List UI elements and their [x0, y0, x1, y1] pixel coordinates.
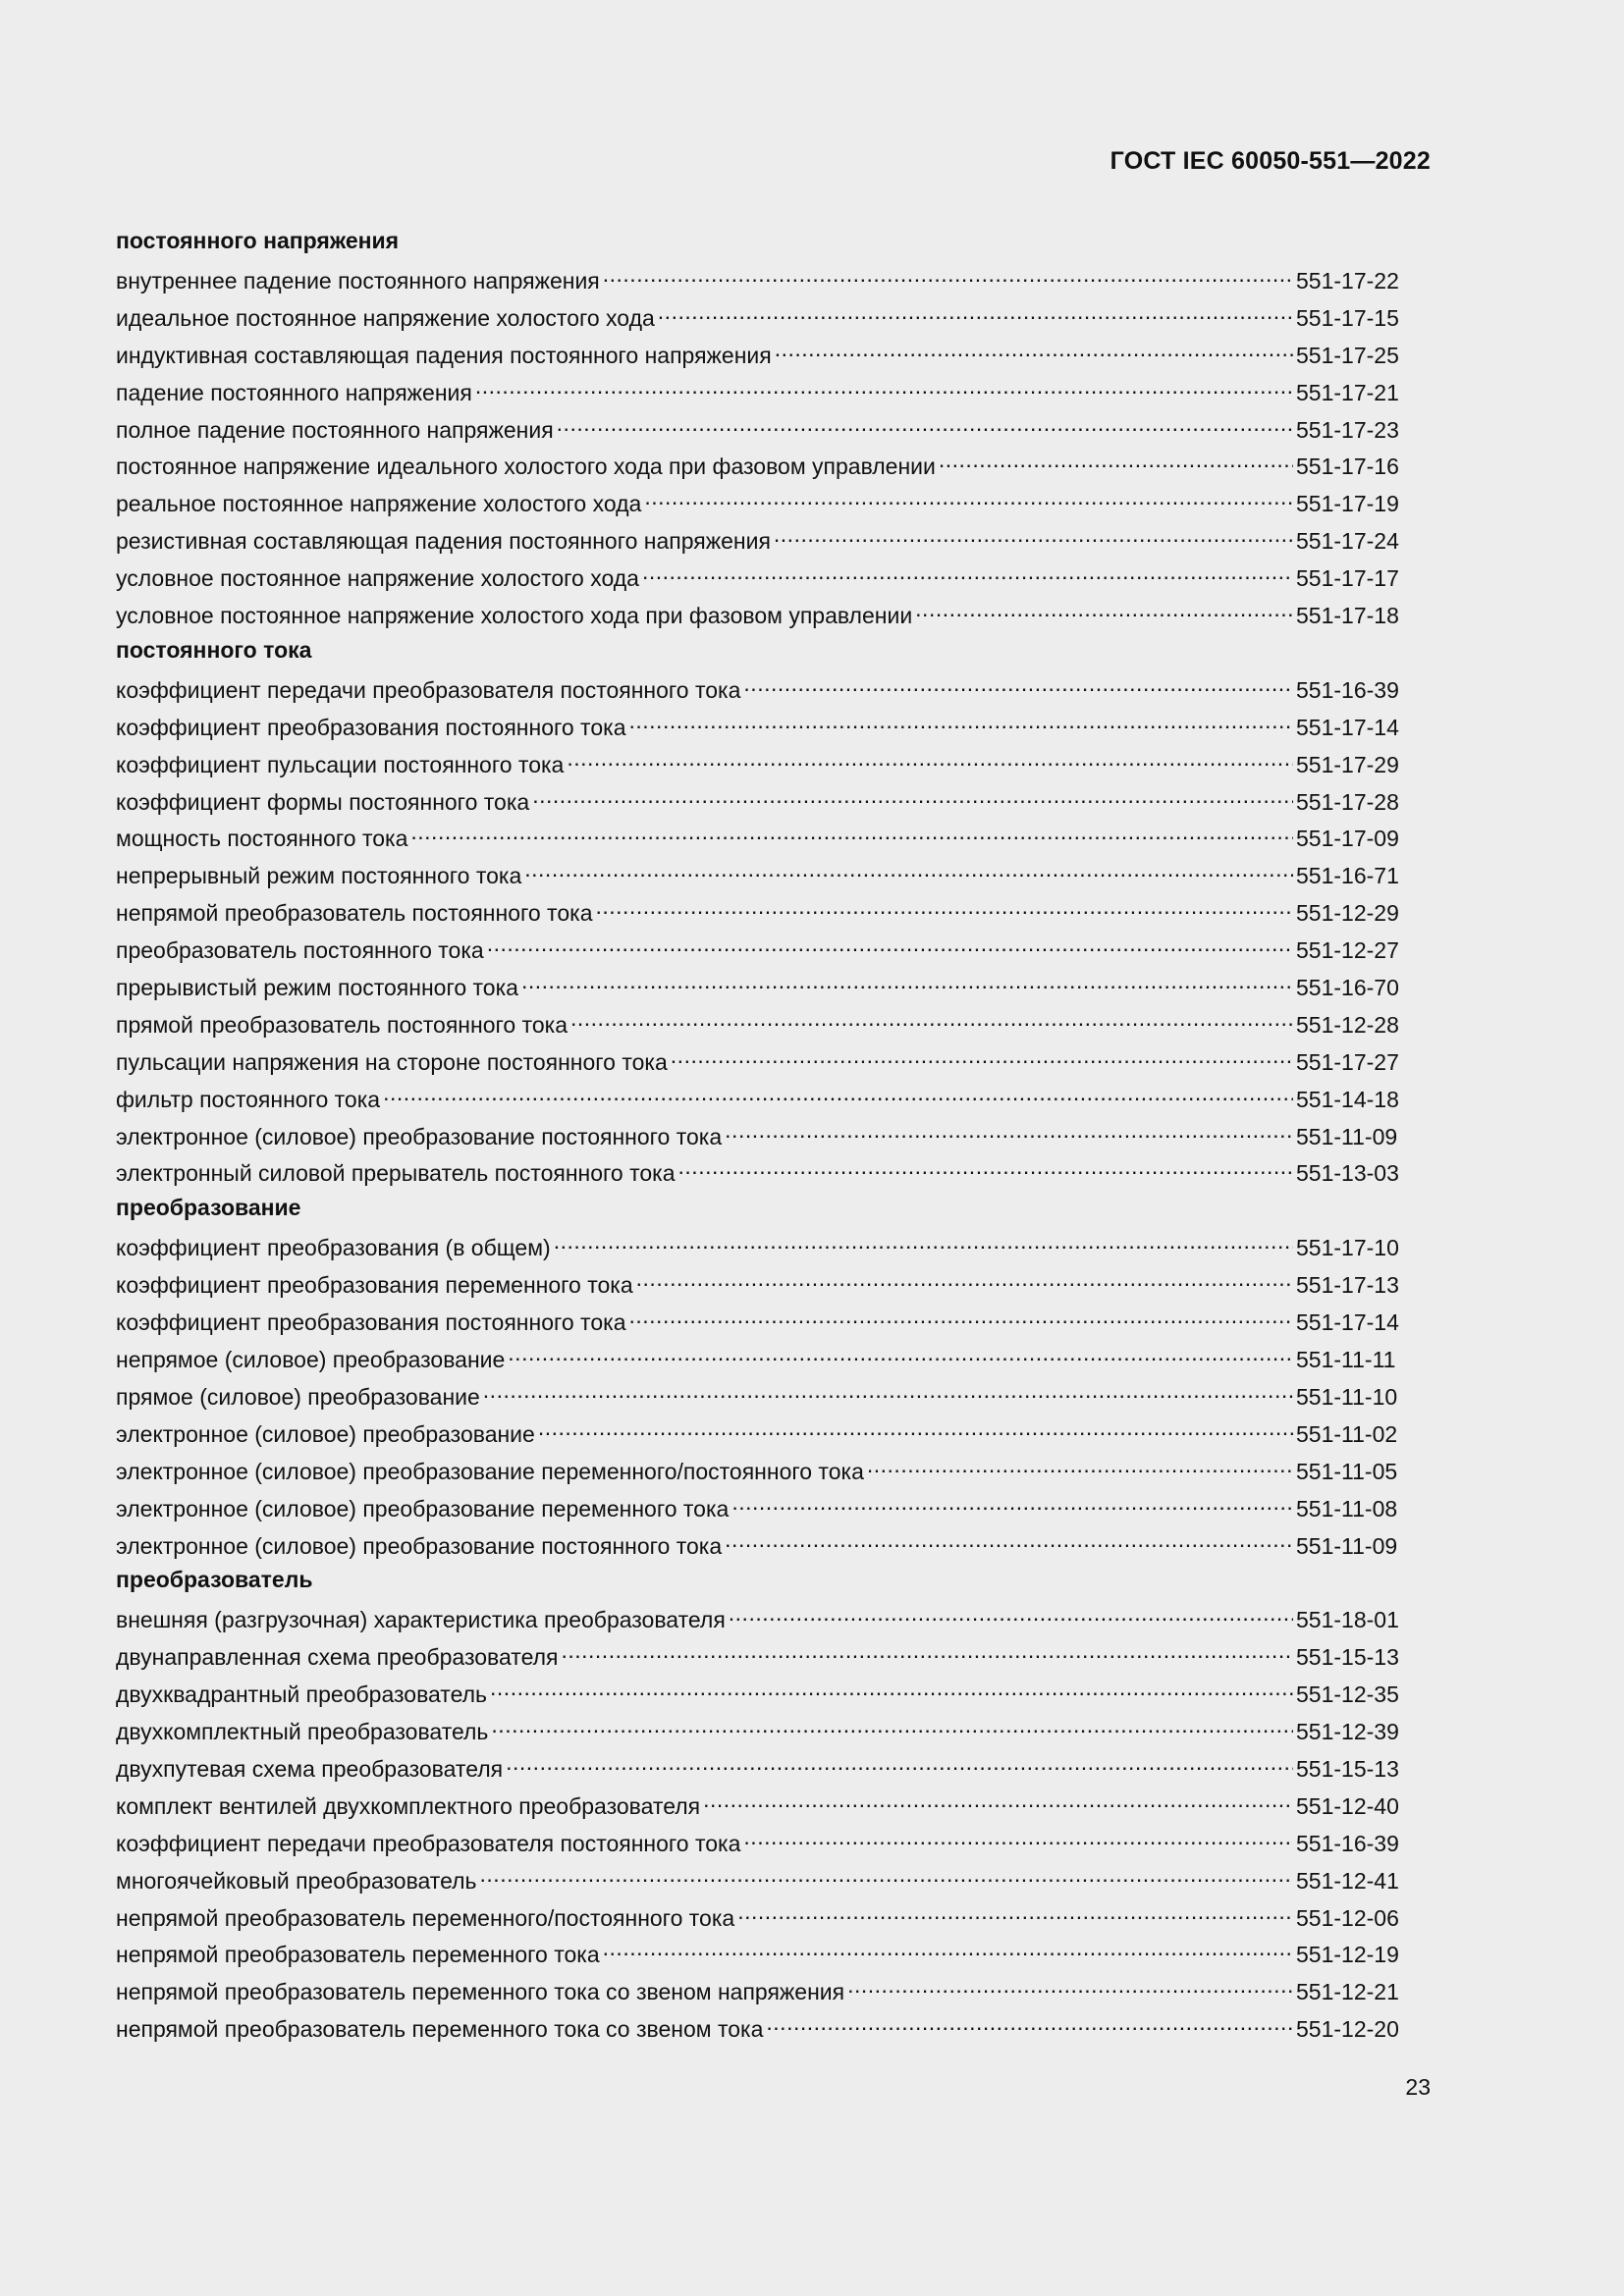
index-section-heading: постоянного тока	[116, 636, 312, 663]
index-entry	[116, 1301, 1412, 1338]
index-entry-term: двухпутевая схема преобразователя	[116, 1755, 504, 1782]
index-entry-term: коэффициент передачи преобразователя постоянного тока	[116, 676, 741, 703]
dot-leader	[703, 1785, 1293, 1814]
dot-leader	[642, 557, 1293, 586]
dot-leader	[636, 1263, 1293, 1293]
dot-leader	[629, 1301, 1294, 1330]
index-entry	[116, 780, 1412, 818]
index-entry-term: внутреннее падение постоянного напряжения	[116, 268, 600, 294]
index-entry-term: электронное (силовое) преобразование постоянного тока	[116, 1532, 723, 1559]
index-entry-code: 551-16-39	[1296, 676, 1399, 703]
dot-leader	[538, 1413, 1293, 1442]
index-entry	[116, 371, 1412, 408]
index-entry	[116, 519, 1412, 557]
index-entry	[116, 1450, 1412, 1487]
index-entry	[116, 1524, 1412, 1562]
dot-leader	[671, 1041, 1293, 1070]
dot-leader	[554, 1226, 1293, 1255]
index-entry-term: электронное (силовое) преобразование постоянного тока	[116, 1123, 723, 1149]
index-entry-code: 551-15-13	[1296, 1755, 1399, 1782]
index-entry	[116, 1041, 1412, 1078]
index-entry-term: условное постоянное напряжение холостого хода при фазовом управлении	[116, 603, 913, 629]
dot-leader	[508, 1338, 1293, 1367]
index-entry-code: 551-12-29	[1296, 900, 1399, 927]
index-entry-code: 551-17-13	[1296, 1272, 1399, 1299]
index-entry-term: комплект вентилей двухкомплектного преобразователя	[116, 1792, 701, 1819]
index-entry-code: 551-11-08	[1296, 1495, 1398, 1522]
index-entry-code: 551-16-71	[1296, 863, 1399, 889]
index-entry	[116, 482, 1412, 519]
index-entry-code: 551-12-39	[1296, 1719, 1399, 1745]
index-entry	[116, 1078, 1412, 1115]
index-entry	[116, 1413, 1412, 1450]
index-entry-code: 551-11-09	[1296, 1123, 1398, 1149]
dot-leader	[729, 1598, 1293, 1628]
index-entry	[116, 1338, 1412, 1375]
index-entry-code: 551-12-06	[1296, 1904, 1399, 1931]
index-entry	[116, 743, 1412, 780]
index-entry-term: резистивная составляющая падения постоянного напряжения	[116, 528, 771, 555]
index-entry-term: реальное постоянное напряжение холостого хода	[116, 491, 642, 517]
dot-leader	[939, 445, 1293, 474]
index-entry-term: двухкомплектный преобразователь	[116, 1719, 489, 1745]
index-entry	[116, 1822, 1412, 1859]
index-entry	[116, 408, 1412, 446]
index-entry	[116, 1747, 1412, 1785]
index-entry-code: 551-17-17	[1296, 565, 1399, 592]
index-entry-code: 551-17-14	[1296, 714, 1399, 740]
index-entry-code: 551-12-20	[1296, 2016, 1399, 2043]
dot-leader	[567, 743, 1293, 773]
index-entry	[116, 1710, 1412, 1747]
index-entry-term: непрямой преобразователь переменного тока	[116, 1942, 600, 1968]
index-entry-term: коэффициент преобразования постоянного тока	[116, 1309, 626, 1336]
index-entry-term: коэффициент передачи преобразователя постоянного тока	[116, 1830, 741, 1856]
dot-leader	[480, 1859, 1293, 1889]
index-entry-code: 551-18-01	[1296, 1607, 1399, 1633]
index-entry	[116, 1263, 1412, 1301]
index-entry-term: идеальное постоянное напряжение холостого хода	[116, 304, 655, 331]
index-entry	[116, 1003, 1412, 1041]
index-entry-term: индуктивная составляющая падения постоянного напряжения	[116, 342, 772, 368]
index-entry-code: 551-11-09	[1296, 1532, 1398, 1559]
dot-leader	[775, 334, 1293, 363]
index-entry-term: условное постоянное напряжение холостого хода	[116, 565, 639, 592]
index-entry	[116, 1226, 1412, 1263]
index-entry	[116, 817, 1412, 854]
dot-leader	[725, 1524, 1293, 1554]
dot-leader	[737, 1896, 1293, 1926]
index-entry	[116, 1375, 1412, 1413]
dot-leader	[766, 2007, 1293, 2037]
index-entry-code: 551-16-70	[1296, 975, 1399, 1001]
dot-leader	[491, 1710, 1293, 1739]
index-entry-term: двухквадрантный преобразователь	[116, 1682, 488, 1708]
index-entry-code: 551-17-24	[1296, 528, 1399, 555]
term-index	[116, 222, 1412, 2045]
dot-leader	[678, 1151, 1293, 1181]
index-entry-code: 551-15-13	[1296, 1644, 1399, 1671]
dot-leader	[731, 1487, 1293, 1517]
index-entry-term: электронное (силовое) преобразование	[116, 1420, 535, 1447]
index-entry-term: коэффициент преобразования постоянного тока	[116, 714, 626, 740]
index-entry-term: двунаправленная схема преобразователя	[116, 1644, 559, 1671]
index-entry	[116, 1673, 1412, 1710]
index-entry-term: электронное (силовое) преобразование переменного тока	[116, 1495, 730, 1522]
index-entry-code: 551-12-41	[1296, 1867, 1399, 1894]
index-entry-term: коэффициент формы постоянного тока	[116, 788, 530, 815]
index-entry-code: 551-11-02	[1296, 1420, 1398, 1447]
index-entry-code: 551-17-28	[1296, 788, 1399, 815]
dot-leader	[915, 594, 1293, 623]
index-entry-term: непрямой преобразователь постоянного тока	[116, 900, 593, 927]
dot-leader	[383, 1078, 1293, 1107]
index-entry	[116, 1896, 1412, 1934]
index-entry	[116, 1785, 1412, 1822]
dot-leader	[410, 817, 1293, 846]
index-entry-term: прямое (силовое) преобразование	[116, 1383, 480, 1410]
index-entry-code: 551-17-22	[1296, 268, 1399, 294]
index-entry-code: 551-16-39	[1296, 1830, 1399, 1856]
index-entry-code: 551-17-09	[1296, 826, 1399, 852]
dot-leader	[658, 296, 1293, 326]
index-entry-term: внешняя (разгрузочная) характеристика преобразователя	[116, 1607, 726, 1633]
index-entry	[116, 594, 1412, 631]
dot-leader	[743, 668, 1293, 698]
index-entry	[116, 334, 1412, 371]
index-entry-code: 551-17-18	[1296, 603, 1399, 629]
index-entry	[116, 891, 1412, 929]
dot-leader	[603, 259, 1293, 289]
index-entry	[116, 259, 1412, 296]
index-entry	[116, 445, 1412, 482]
dot-leader	[532, 780, 1293, 810]
index-entry-code: 551-12-19	[1296, 1942, 1399, 1968]
index-section-heading: преобразование	[116, 1195, 301, 1221]
index-entry-code: 551-17-16	[1296, 454, 1399, 480]
index-entry	[116, 1487, 1412, 1524]
dot-leader	[521, 966, 1293, 995]
index-entry-term: полное падение постоянного напряжения	[116, 416, 554, 443]
index-entry-term: прямой преобразователь постоянного тока	[116, 1011, 568, 1038]
index-entry-term: электронное (силовое) преобразование переменного/постоянного тока	[116, 1458, 864, 1484]
index-entry	[116, 1859, 1412, 1896]
dot-leader	[570, 1003, 1293, 1033]
index-entry-code: 551-17-29	[1296, 751, 1399, 777]
index-entry-term: коэффициент пульсации постоянного тока	[116, 751, 565, 777]
index-entry	[116, 296, 1412, 334]
index-entry	[116, 1970, 1412, 2007]
index-entry-code: 551-17-25	[1296, 342, 1399, 368]
index-entry-code: 551-17-10	[1296, 1235, 1399, 1261]
dot-leader	[475, 371, 1293, 400]
index-entry-term: падение постоянного напряжения	[116, 379, 472, 405]
index-entry	[116, 966, 1412, 1003]
index-entry-term: мощность постоянного тока	[116, 826, 408, 852]
index-entry-term: прерывистый режим постоянного тока	[116, 975, 518, 1001]
index-entry	[116, 929, 1412, 966]
index-entry	[116, 1115, 1412, 1152]
index-entry-term: коэффициент преобразования (в общем)	[116, 1235, 551, 1261]
index-entry-code: 551-17-15	[1296, 304, 1399, 331]
index-entry	[116, 1151, 1412, 1189]
index-entry-term: пульсации напряжения на стороне постоянного тока	[116, 1048, 668, 1075]
index-entry-term: электронный силовой прерыватель постоянного тока	[116, 1160, 676, 1187]
index-entry-term: коэффициент преобразования переменного тока	[116, 1272, 633, 1299]
index-entry-code: 551-12-28	[1296, 1011, 1399, 1038]
index-entry-code: 551-12-27	[1296, 937, 1399, 964]
index-entry-code: 551-17-23	[1296, 416, 1399, 443]
index-entry-term: непрямое (силовое) преобразование	[116, 1347, 506, 1373]
dot-leader	[743, 1822, 1293, 1851]
dot-leader	[490, 1673, 1293, 1702]
index-section-heading: преобразователь	[116, 1567, 313, 1593]
dot-leader	[595, 891, 1293, 921]
index-entry	[116, 706, 1412, 743]
index-entry-code: 551-17-14	[1296, 1309, 1399, 1336]
index-entry-term: непрерывный режим постоянного тока	[116, 863, 522, 889]
dot-leader	[774, 519, 1293, 549]
index-entry-code: 551-12-35	[1296, 1682, 1399, 1708]
index-section-heading: постоянного напряжения	[116, 228, 400, 253]
index-entry-code: 551-11-05	[1296, 1458, 1398, 1484]
dot-leader	[603, 1933, 1293, 1962]
index-entry-code: 551-17-19	[1296, 491, 1399, 517]
index-entry-term: непрямой преобразователь переменного/постоянного тока	[116, 1904, 735, 1931]
index-entry-term: непрямой преобразователь переменного тока со звеном напряжения	[116, 1979, 845, 2005]
index-entry	[116, 1933, 1412, 1970]
index-entry-code: 551-17-21	[1296, 379, 1399, 405]
dot-leader	[867, 1450, 1293, 1479]
index-entry-code: 551-11-11	[1296, 1347, 1396, 1373]
dot-leader	[483, 1375, 1293, 1405]
index-entry	[116, 854, 1412, 891]
index-entry-code: 551-12-40	[1296, 1792, 1399, 1819]
dot-leader	[487, 929, 1293, 958]
index-entry-code: 551-17-27	[1296, 1048, 1399, 1075]
index-entry-term: многоячейковый преобразователь	[116, 1867, 477, 1894]
document-header-title: ГОСТ IEC 60050-551—2022	[1110, 147, 1431, 175]
index-entry	[116, 2007, 1412, 2045]
index-entry	[116, 557, 1412, 594]
index-entry-code: 551-13-03	[1296, 1160, 1399, 1187]
dot-leader	[629, 706, 1294, 735]
dot-leader	[725, 1115, 1293, 1145]
dot-leader	[524, 854, 1293, 883]
index-entry-term: непрямой преобразователь переменного тока со звеном тока	[116, 2016, 764, 2043]
dot-leader	[557, 408, 1293, 438]
dot-leader	[847, 1970, 1293, 2000]
dot-leader	[506, 1747, 1293, 1777]
index-entry-code: 551-12-21	[1296, 1979, 1399, 2005]
dot-leader	[561, 1635, 1293, 1665]
index-entry	[116, 668, 1412, 706]
dot-leader	[644, 482, 1293, 511]
index-entry-code: 551-11-10	[1296, 1383, 1398, 1410]
index-entry-term: преобразователь постоянного тока	[116, 937, 484, 964]
index-entry	[116, 1598, 1412, 1635]
index-entry	[116, 1635, 1412, 1673]
index-entry-term: постоянное напряжение идеального холостого хода при фазовом управлении	[116, 454, 936, 480]
index-entry-term: фильтр постоянного тока	[116, 1086, 381, 1112]
index-entry-code: 551-14-18	[1296, 1086, 1399, 1112]
page-number: 23	[1405, 2074, 1431, 2100]
